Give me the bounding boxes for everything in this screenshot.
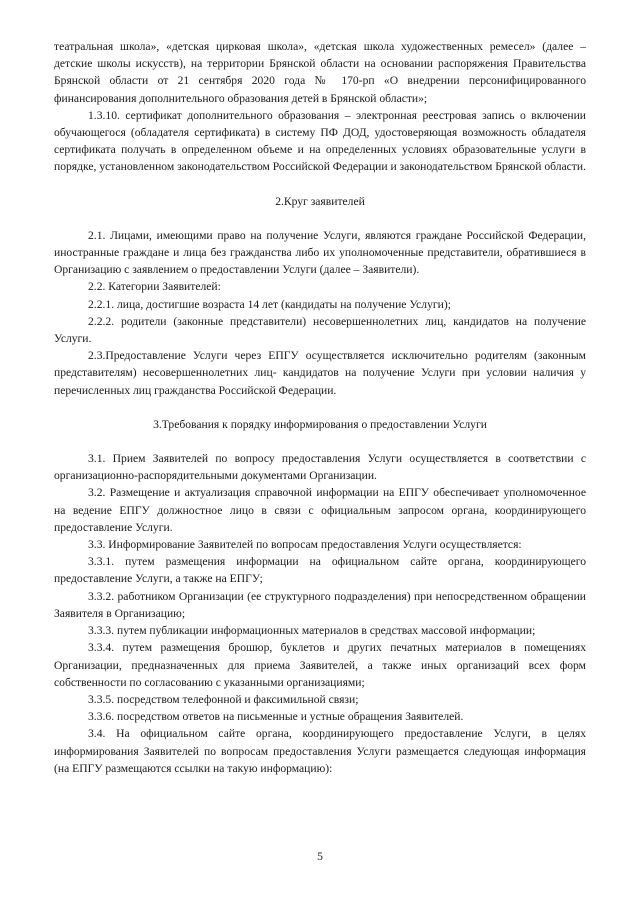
document-body [54, 38, 586, 777]
paragraph-3-3-5: 3.3.5. посредством телефонной и факсимильной связи; [88, 692, 359, 706]
paragraph-1-3-10: 1.3.10. сертификат дополнительного образования – электронная реестровая запись о включении обучающегося (обладателя сертификата) в систему ПФ ДОД, удостоверяющая возможность обладателя сертификата получать в определенном объеме и на определенных условиях образовательные услуги в порядке, установленном законодательством Российской Федерации и законодательством Брянской области. [54, 108, 586, 174]
paragraph-continuation: театральная школа», «детская цирковая школа», «детская школа художественных ремесел» (далее – детские школы искусств), на территории Брянской области на основании распоряжения Правительства Брянской области от 21 сентября 2020 года № 170-рп «О внедрении персонифицированного финансирования дополнительного образования детей в Брянской области»; [54, 40, 586, 105]
paragraph-3-4: 3.4. На официальном сайте органа, координирующего предоставление Услуги, в целях информирования Заявителей по вопросам предоставления Услуги размещается следующая информация (на ЕПГУ размещаются ссылки на такую информацию): [54, 727, 586, 775]
paragraph-3-1: 3.1. Прием Заявителей по вопросу предоставления Услуги осуществляется в соответствии с организационно-распорядительными документами Организации. [54, 452, 586, 483]
paragraph-3-3-2: 3.3.2. работником Организации (ее структурного подразделения) при непосредственном обращении Заявителя в Организацию; [54, 589, 586, 620]
paragraph-2-2-1: 2.2.1. лица, достигшие возраста 14 лет (кандидаты на получение Услуги); [88, 297, 451, 311]
paragraph-3-3-6: 3.3.6. посредством ответов на письменные и устные обращения Заявителей. [88, 710, 464, 724]
paragraph-3-3: 3.3. Информирование Заявителей по вопросам предоставления Услуги осуществляется: [88, 538, 522, 552]
paragraph-2-2-2: 2.2.2. родители (законные представители) несовершеннолетних лиц, кандидатов на получение Услуги. [54, 314, 586, 346]
paragraph-3-3-3: 3.3.3. путем публикации информационных материалов в средствах массовой информации; [88, 624, 536, 638]
paragraph-3-2: 3.2. Размещение и актуализация справочной информации на ЕПГУ обеспечивает уполномоченное на ведение ЕПГУ должностное лицо в связи с официальным запросом органа, координирующего предоставление Услуги. [54, 486, 586, 534]
paragraph-3-3-4: 3.3.4. путем размещения брошюр, буклетов и других печатных материалов в помещениях Организации, предназначенных для приема Заявителей, а также иных организаций всех форм собственности по согласованию с указанными организациями; [54, 641, 586, 689]
paragraph-2-3: 2.3.Предоставление Услуги через ЕПГУ осуществляется исключительно родителям (законным представителям) несовершеннолетних лиц- кандидатов на получение Услуги при условии наличия у перечисленных лиц гражданства Российской Федерации. [54, 349, 586, 397]
page-number: 5 [317, 850, 323, 863]
section-3-title: 3.Требования к порядку информирования о предоставлении Услуги [153, 417, 487, 431]
section-2-title: 2.Круг заявителей [275, 194, 365, 208]
paragraph-3-3-1: 3.3.1. путем размещения информации на официальном сайте органа, координирующего предоставление Услуги, а также на ЕПГУ; [54, 555, 586, 586]
paragraph-2-2: 2.2. Категории Заявителей: [88, 280, 221, 294]
paragraph-2-1: 2.1. Лицами, имеющими право на получение Услуги, являются граждане Российской Федерации, иностранные граждане и лица без гражданства либо их уполномоченные представители, обратившиеся в Организацию с заявлением о предоставлении Услуги (далее – Заявители). [54, 228, 586, 277]
